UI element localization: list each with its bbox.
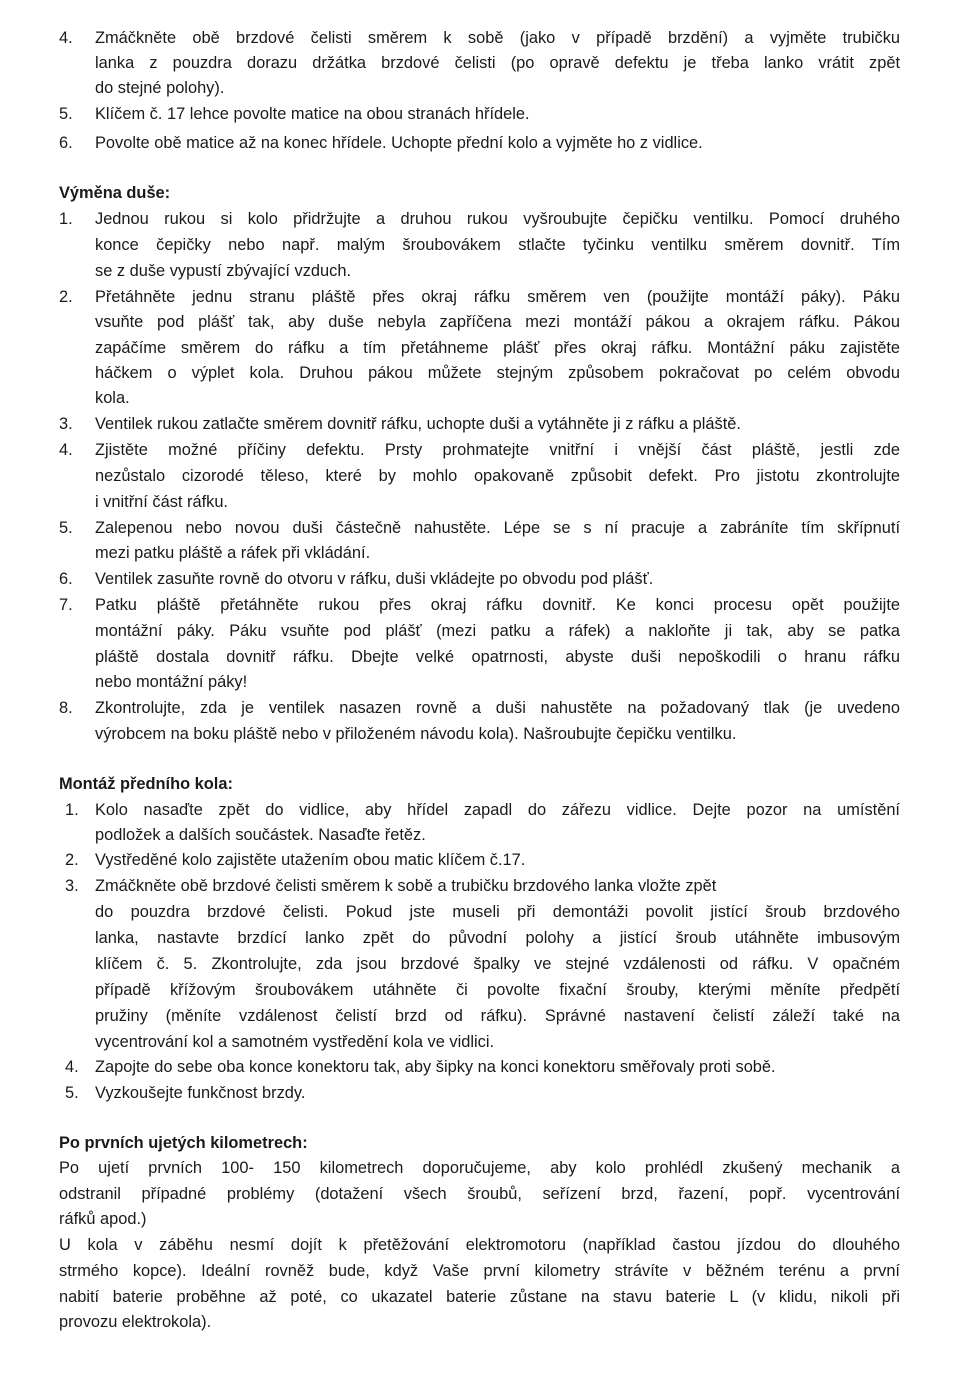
item-number: 4.: [65, 1058, 79, 1076]
paragraph-text: ráfků apod.): [59, 1210, 147, 1228]
item-text: lanka z pouzdra dorazu držátka brzdové čelisti (po opravě defektu je třeba lanko vrátit zpět: [95, 54, 900, 72]
item-text: do pouzdra brzdové čelisti. Pokud jste museli při demontáži povolit jistící šroub brzdového: [95, 903, 900, 921]
item-number: 1.: [59, 210, 73, 228]
item-text: Přetáhněte jednu stranu pláště přes okraj ráfku směrem ven (použijte montáží páky). Páku: [95, 288, 900, 306]
item-text: nebo montážní páky!: [95, 673, 248, 691]
item-number: 3.: [59, 415, 73, 433]
item-number: 4.: [59, 441, 73, 459]
paragraph-text: Po ujetí prvních 100- 150 kilometrech doporučujeme, aby kolo prohlédl zkušený mechanik a: [59, 1159, 900, 1177]
item-number: 5.: [59, 519, 73, 537]
item-number: 2.: [59, 288, 73, 306]
item-text: lanka, nastavte brzdící lanko zpět do původní polohy a jistící šroub utáhněte imbusovým: [95, 929, 900, 947]
paragraph-text: odstranil případné problémy (dotažení všech šroubů, seřízení brzd, řazení, popř. vycentrování: [59, 1185, 900, 1203]
item-text: Patku pláště přetáhněte rukou přes okraj ráfku dovnitř. Ke konci procesu opět použijte: [95, 596, 900, 614]
paragraph-text: U kola v záběhu nesmí dojít k přetěžování elektromotoru (například častou jízdou do dlouhého: [59, 1236, 900, 1254]
item-number: 6.: [59, 134, 73, 152]
item-text: do stejné polohy).: [95, 79, 225, 97]
item-text: se z duše vypustí zbývající vzduch.: [95, 262, 351, 280]
item-text: výrobcem na boku pláště nebo v přiloženém návodu kola). Našroubujte čepičku ventilku.: [95, 725, 737, 743]
paragraph-text: strmého kopce). Ideální rovněž bude, když Vaše první kilometry strávíte v běžném terénu a první: [59, 1262, 900, 1280]
item-number: 5.: [59, 105, 73, 123]
section-title: Po prvních ujetých kilometrech:: [59, 1134, 308, 1152]
item-number: 2.: [65, 851, 79, 869]
item-text: Zjistěte možné příčiny defektu. Prsty prohmatejte vnitřní i vnější část pláště, jestli zde: [95, 441, 900, 459]
item-number: 5.: [65, 1084, 79, 1102]
item-text: Ventilek rukou zatlačte směrem dovnitř ráfku, uchopte duši a vytáhněte ji z ráfku a pláště.: [95, 415, 741, 433]
item-text: Kolo nasaďte zpět do vidlice, aby hřídel zapadl do zářezu vidlice. Dejte pozor na umístění: [95, 801, 900, 819]
item-text: klíčem č. 5. Zkontrolujte, zda jsou brzdové špalky ve stejné vzdálenosti od ráfku. V opačném: [95, 955, 900, 973]
item-number: 7.: [59, 596, 73, 614]
item-text: pláště dostala dovnitř ráfku. Dbejte velké opatrnosti, abyste duši nepoškodili o hranu ráfku: [95, 648, 900, 666]
item-text: vycentrování kol a samotném vystředění kola ve vidlici.: [95, 1033, 495, 1051]
item-text: případě křížovým šroubovákem utáhněte či povolte fixační šrouby, kterými měníte předpětí: [95, 981, 900, 999]
item-text: mezi patku pláště a ráfek při vkládání.: [95, 544, 371, 562]
item-text: Zmáčkněte obě brzdové čelisti směrem k sobě (jako v případě brzdění) a vyjměte trubičku: [95, 29, 900, 47]
item-number: 8.: [59, 699, 73, 717]
item-text: Povolte obě matice až na konec hřídele. Uchopte přední kolo a vyjměte ho z vidlice.: [95, 134, 703, 152]
paragraph-text: provozu elektrokola).: [59, 1313, 212, 1331]
paragraph-text: nabití baterie proběhne až poté, co ukazatel baterie zůstane na stavu baterie L (v klidu, nikoli při: [59, 1288, 900, 1306]
section-title: Montáž předního kola:: [59, 775, 233, 793]
item-text: Vyzkoušejte funkčnost brzdy.: [95, 1084, 306, 1102]
item-text: kola.: [95, 389, 130, 407]
item-text: vsuňte pod plášť tak, aby duše nebyla zapříčena mezi montáží pákou a okrajem ráfku. Pákou: [95, 313, 900, 331]
item-text: háčkem o výplet kola. Druhou pákou můžete stejným způsobem pokračovat po celém obvodu: [95, 364, 900, 382]
item-text: montážní páky. Páku vsuňte pod plášť (mezi patku a ráfek) a nakloňte ji tak, aby se patka: [95, 622, 900, 640]
item-text: pružiny (měníte vzdálenost čelistí brzd od ráfku). Správné nastavení čelistí záleží také na: [95, 1007, 900, 1025]
item-text: Zmáčkněte obě brzdové čelisti směrem k sobě a trubičku brzdového lanka vložte zpět: [95, 877, 717, 895]
item-text: Vystředěné kolo zajistěte utažením obou matic klíčem č.17.: [95, 851, 526, 869]
item-number: 6.: [59, 570, 73, 588]
item-text: Zapojte do sebe oba konce konektoru tak, aby šipky na konci konektoru směřovaly proti sobě.: [95, 1058, 776, 1076]
item-text: podložek a dalších součástek. Nasaďte řetěz.: [95, 826, 426, 844]
item-number: 4.: [59, 29, 73, 47]
item-text: i vnitřní část ráfku.: [95, 493, 228, 511]
item-text: Zalepenou nebo novou duši částečně nahustěte. Lépe se s ní pracuje a zabráníte tím skřípnutí: [95, 519, 900, 537]
item-text: konce čepičky nebo např. malým šroubovákem stlačte tyčinku ventilku směrem dovnitř. Tím: [95, 236, 900, 254]
item-number: 1.: [65, 801, 79, 819]
section-title: Výměna duše:: [59, 184, 171, 202]
item-number: 3.: [65, 877, 79, 895]
item-text: Ventilek zasuňte rovně do otvoru v ráfku, duši vkládejte po obvodu pod plášť.: [95, 570, 654, 588]
item-text: nezůstalo cizorodé těleso, které by mohlo opakovaně způsobit defekt. Pro jistotu zkontrolujte: [95, 467, 900, 485]
item-text: Klíčem č. 17 lehce povolte matice na obou stranách hřídele.: [95, 105, 530, 123]
item-text: Zkontrolujte, zda je ventilek nasazen rovně a duši nahustěte na požadovaný tlak (je uvedeno: [95, 699, 900, 717]
item-text: zapáčíme směrem do ráfku a tím přetáhneme plášť přes okraj ráfku. Montážní páku zajistěte: [95, 339, 900, 357]
item-text: Jednou rukou si kolo přidržujte a druhou rukou vyšroubujte čepičku ventilku. Pomocí druhého: [95, 210, 900, 228]
